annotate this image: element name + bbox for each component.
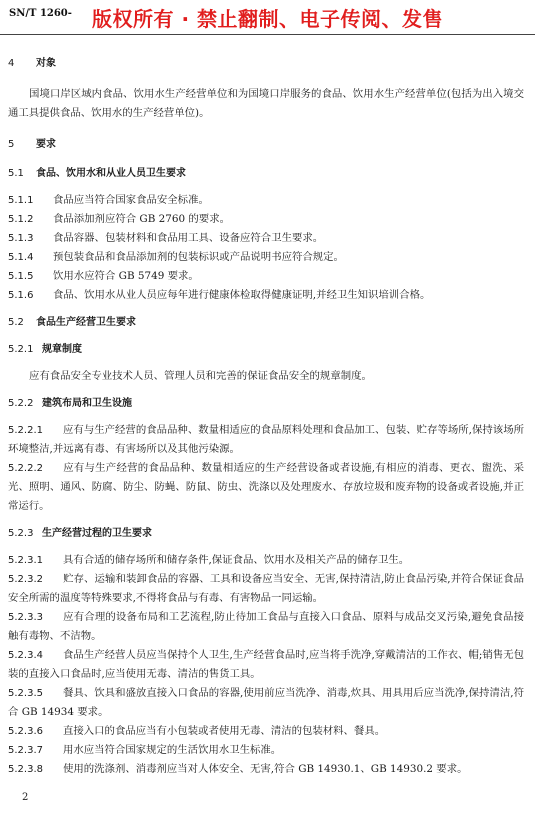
clause-5-2-2-2 <box>8 459 524 516</box>
section-4-text: 国境口岸区域内食品、饮用水生产经营单位和为国境口岸服务的食品、饮用水生产经营单位(包括为出入境交通工具提供食品、饮用水的生产经营单位)。 <box>8 88 524 119</box>
section-5-2-1-text: 应有食品安全专业技术人员、管理人员和完善的保证食品安全的规章制度。 <box>29 370 372 382</box>
clause-number: 5.2.3.3 <box>8 612 43 623</box>
clause-number: 5.2.3.8 <box>8 764 43 775</box>
clause-5-2-3-3 <box>8 608 524 646</box>
clause-number: 5.2.3.5 <box>8 688 43 699</box>
clause-5-2-3-7 <box>8 741 524 760</box>
section-number: 5.2.2 <box>8 398 34 409</box>
section-5-heading <box>8 135 524 154</box>
clause-5-1-3 <box>8 229 524 248</box>
clause-number: 5.1.2 <box>8 214 34 225</box>
clause-5-1-1 <box>8 191 524 210</box>
section-5-1-heading <box>8 164 524 183</box>
clause-number: 5.2.3.7 <box>8 745 43 756</box>
clause-text: 食品生产经营人员应当保持个人卫生,生产经营食品时,应当将手洗净,穿戴清洁的工作衣、帽;销售无包装的直接入口食品时,应当使用无毒、清洁的售货工具。 <box>8 649 524 680</box>
section-title: 食品生产经营卫生要求 <box>36 317 136 328</box>
clause-5-1-4 <box>8 248 524 267</box>
clause-5-2-3-2 <box>8 570 524 608</box>
clause-5-2-2-1 <box>8 421 524 459</box>
clause-5-2-3-8 <box>8 760 524 779</box>
clause-text: 具有合适的储存场所和储存条件,保证食品、饮用水及相关产品的储存卫生。 <box>63 554 410 566</box>
header-rule <box>0 34 535 35</box>
clause-text: 使用的洗涤剂、消毒剂应当对人体安全、无害,符合 GB 14930.1、GB 14930.2 要求。 <box>63 763 468 775</box>
clause-number: 5.1.3 <box>8 233 34 244</box>
section-title: 规章制度 <box>42 344 82 355</box>
section-title: 对象 <box>36 58 56 69</box>
clause-number: 5.2.3.4 <box>8 650 43 661</box>
section-5-2-heading <box>8 313 524 332</box>
section-title: 要求 <box>36 139 56 150</box>
section-4-heading <box>8 54 524 73</box>
copyright-watermark: 版权所有 · 禁止翻制、电子传阅、发售 <box>92 7 444 31</box>
clause-text: 饮用水应符合 GB 5749 要求。 <box>53 270 199 282</box>
clause-text: 食品添加剂应符合 GB 2760 的要求。 <box>53 213 230 225</box>
section-5-2-1-heading <box>8 340 524 359</box>
section-number: 5.2 <box>8 317 24 328</box>
clause-5-2-3-4 <box>8 646 524 684</box>
clause-number: 5.2.2.1 <box>8 425 43 436</box>
clause-text: 食品应当符合国家食品安全标准。 <box>53 194 209 206</box>
clause-text: 食品、饮用水从业人员应每年进行健康体检取得健康证明,并经卫生知识培训合格。 <box>53 289 431 301</box>
clause-number: 5.2.3.6 <box>8 726 43 737</box>
section-5-2-3-heading <box>8 524 524 543</box>
section-number: 5.2.1 <box>8 344 34 355</box>
clause-number: 5.1.6 <box>8 290 34 301</box>
clause-5-2-3-6 <box>8 722 524 741</box>
section-number: 5.1 <box>8 168 24 179</box>
section-number: 5.2.3 <box>8 528 34 539</box>
section-5-2-2-heading <box>8 394 524 413</box>
clause-text: 预包装食品和食品添加剂的包装标识或产品说明书应符合规定。 <box>53 251 344 263</box>
section-number: 5 <box>8 139 15 150</box>
clause-number: 5.1.5 <box>8 271 34 282</box>
clause-5-1-6 <box>8 286 524 305</box>
clause-5-1-2 <box>8 210 524 229</box>
clause-number: 5.1.1 <box>8 195 34 206</box>
section-title: 建筑布局和卫生设施 <box>42 398 132 409</box>
clause-text: 直接入口的食品应当有小包装或者使用无毒、清洁的包装材料、餐具。 <box>63 725 386 737</box>
clause-number: 5.1.4 <box>8 252 34 263</box>
clause-number: 5.2.3.2 <box>8 574 43 585</box>
clause-text: 应有与生产经营的食品品种、数量相适应的生产经营设备或者设施,有相应的消毒、更衣、盥洗、采光、照明、通风、防腐、防尘、防蝇、防鼠、防虫、洗涤以及处理废水、存放垃圾和废弃物的设备或者设施,并正常运行。 <box>8 462 524 512</box>
clause-text: 贮存、运输和装卸食品的容器、工具和设备应当安全、无害,保持清洁,防止食品污染,并符合保证食品安全所需的温度等特殊要求,不得将食品与有毒、有害物品一同运输。 <box>8 573 524 604</box>
clause-text: 食品容器、包装材料和食品用工具、设备应符合卫生要求。 <box>53 232 324 244</box>
clause-5-2-3-1 <box>8 551 524 570</box>
document-body <box>8 54 524 779</box>
clause-number: 5.2.2.2 <box>8 463 43 474</box>
standard-code: SN/T 1260- <box>9 8 72 19</box>
clause-text: 应有与生产经营的食品品种、数量相适应的食品原料处理和食品加工、包装、贮存等场所,保持该场所环境整洁,并远离有毒、有害场所以及其他污染源。 <box>8 424 524 455</box>
clause-5-2-3-5 <box>8 684 524 722</box>
page-number: 2 <box>22 792 29 803</box>
clause-text: 餐具、饮具和盛放直接入口食品的容器,使用前应当洗净、消毒,炊具、用具用后应当洗净,保持清洁,符合 GB 14934 要求。 <box>8 687 524 718</box>
section-title: 食品、饮用水和从业人员卫生要求 <box>36 168 186 179</box>
clause-text: 应有合理的设备布局和工艺流程,防止待加工食品与直接入口食品、原料与成品交叉污染,避免食品接触有毒物、不洁物。 <box>8 611 524 642</box>
clause-text: 用水应当符合国家规定的生活饮用水卫生标准。 <box>63 744 282 756</box>
section-title: 生产经营过程的卫生要求 <box>42 528 152 539</box>
section-number: 4 <box>8 58 15 69</box>
clause-number: 5.2.3.1 <box>8 555 43 566</box>
clause-5-1-5 <box>8 267 524 286</box>
